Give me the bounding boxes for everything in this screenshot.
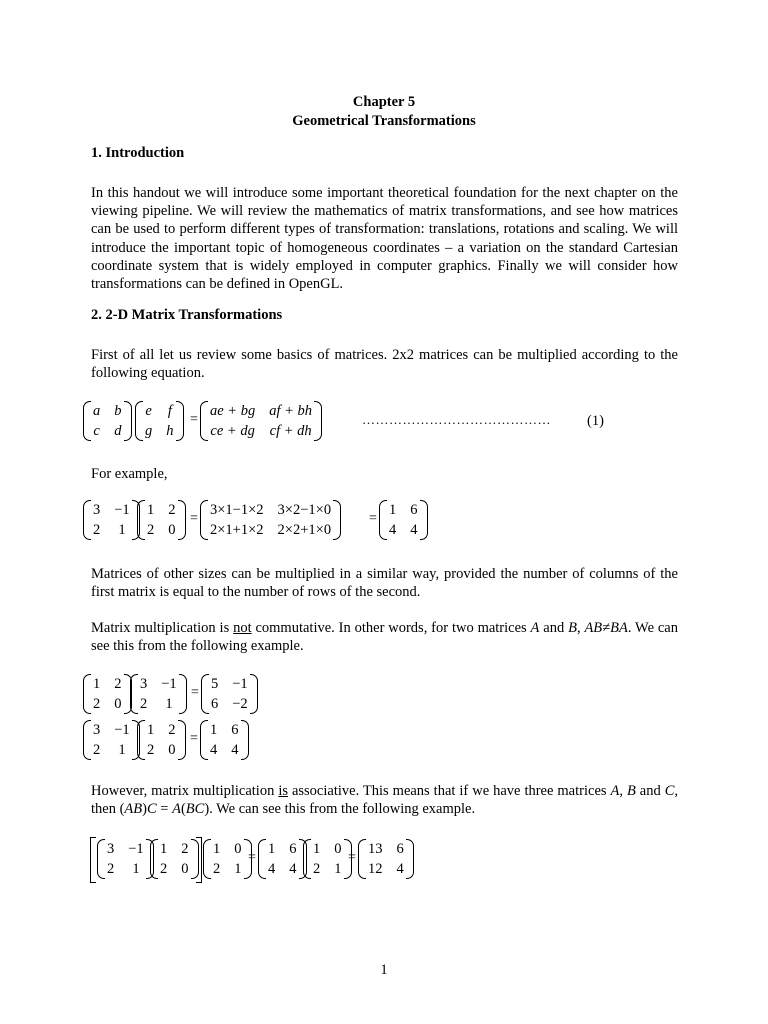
eq3-r-22: −2 (232, 696, 248, 712)
eq3-m2-11: 3 (140, 676, 148, 692)
eq5-m5-21: 2 (313, 861, 321, 877)
eq2-matrix-1 (83, 500, 140, 540)
eq5-equals-1: = (248, 850, 256, 865)
eq1-r-11: ae + bg (210, 403, 256, 419)
eq5-m5-22: 1 (334, 861, 342, 877)
eq5-r-22: 4 (396, 861, 404, 877)
eq3-r-21: 6 (211, 696, 219, 712)
eq4-m2-12: 2 (168, 722, 176, 738)
eq2-r-12: 6 (410, 502, 418, 518)
eq1-result (200, 401, 322, 441)
not-underlined: not (233, 620, 252, 636)
eq1-m2-e: e (145, 403, 152, 419)
eq3-m1-22: 0 (114, 696, 122, 712)
eq1-m2-h: h (166, 423, 174, 439)
eq5-m1-22: 1 (132, 861, 140, 877)
eq5-r-12: 6 (396, 841, 404, 857)
matrix-heading: 2. 2-D Matrix Transformations (91, 307, 283, 323)
eq1-matrix-2 (135, 401, 184, 441)
intro-heading: 1. Introduction (91, 145, 185, 161)
eq1-equals: = (190, 412, 198, 427)
eq5-m5-11: 1 (313, 841, 321, 857)
eq2-result (379, 500, 428, 540)
eq1-m2-f: f (167, 403, 172, 419)
is-underlined: is (278, 783, 288, 799)
eq5-m2-12: 2 (181, 841, 189, 857)
eq5-result (358, 839, 414, 879)
eq3-matrix-1 (83, 674, 132, 714)
eq5-r-11: 13 (368, 841, 383, 857)
eq1-m1-a: a (93, 403, 101, 419)
eq2-equals-2: = (369, 511, 377, 526)
eq3-m2-22: 1 (165, 696, 173, 712)
eq2-expanded (200, 500, 341, 540)
eq2-m1-21: 2 (93, 522, 101, 538)
eq5-matrix-1 (97, 839, 154, 879)
eq4-m2-11: 1 (147, 722, 155, 738)
eq2-m1-11: 3 (93, 502, 101, 518)
eq4-m1-22: 1 (118, 742, 126, 758)
eq5-equals-2: = (348, 850, 356, 865)
eq1-m1-c: c (93, 423, 100, 439)
eq5-matrix-2 (150, 839, 199, 879)
eq2-m2-11: 1 (147, 502, 155, 518)
eq3-result (201, 674, 258, 714)
eq3-r-11: 5 (211, 676, 219, 692)
eq5-r-21: 12 (368, 861, 383, 877)
matrix-paragraph: First of all let us review some basics of matrices. 2x2 matrices can be multiplied according to the following equation. (91, 347, 678, 382)
sizes-paragraph: Matrices of other sizes can be multiplied in a similar way, provided the number of columns of the first matrix is equal to the number of rows of the second. (91, 566, 678, 601)
eq1-m1-b: b (114, 403, 122, 419)
page-number: 1 (380, 962, 388, 978)
eq4-m1-11: 3 (93, 722, 101, 738)
eq1-r-22: cf + dh (269, 423, 312, 439)
eq2-m1-12: −1 (114, 502, 130, 518)
eq5-m2-11: 1 (160, 841, 168, 857)
eq3-m2-12: −1 (161, 676, 177, 692)
eq5-m2-21: 2 (160, 861, 168, 877)
eq2-equals-1: = (190, 511, 198, 526)
eq5-m4-11: 1 (268, 841, 276, 857)
eq5-m2-22: 0 (181, 861, 189, 877)
eq5-m4-12: 6 (289, 841, 297, 857)
eq2-m3-22: 2×2+1×0 (277, 522, 332, 538)
eq5-m3-22: 1 (234, 861, 242, 877)
eq4-equals: = (190, 731, 198, 746)
eq1-r-21: ce + dg (210, 423, 255, 439)
eq2-m3-21: 2×1+1×2 (210, 522, 264, 538)
example-label: For example, (91, 466, 168, 482)
eq5-m4-22: 4 (289, 861, 297, 877)
eq4-r-22: 4 (231, 742, 239, 758)
eq2-m3-11: 3×1−1×2 (210, 502, 264, 518)
eq2-matrix-2 (137, 500, 186, 540)
eq5-left-bracket (90, 837, 96, 883)
eq1-m2-g: g (145, 423, 153, 439)
eq4-m2-22: 0 (168, 742, 176, 758)
eq2-m1-22: 1 (118, 522, 126, 538)
eq4-r-11: 1 (210, 722, 218, 738)
eq4-matrix-1 (83, 720, 140, 760)
eq3-r-12: −1 (232, 676, 248, 692)
eq5-m1-11: 3 (107, 841, 115, 857)
eq3-m1-11: 1 (93, 676, 101, 692)
eq4-m2-21: 2 (147, 742, 155, 758)
eq2-r-22: 4 (410, 522, 418, 538)
eq4-r-12: 6 (231, 722, 239, 738)
eq5-m4-21: 4 (268, 861, 276, 877)
eq4-r-21: 4 (210, 742, 218, 758)
eq5-right-bracket (196, 837, 202, 883)
chapter-label: Chapter 5 (352, 94, 416, 110)
eq4-m1-12: −1 (114, 722, 130, 738)
eq2-m2-22: 0 (168, 522, 176, 538)
commute-paragraph: Matrix multiplication is not commutative. In other words, for two matrices A and B, AB≠BA. We can see this from the following example. (91, 620, 678, 655)
eq2-m2-21: 2 (147, 522, 155, 538)
eq5-m3-21: 2 (213, 861, 221, 877)
eq5-m1-21: 2 (107, 861, 115, 877)
eq1-matrix-1 (83, 401, 132, 441)
eq5-matrix-4 (258, 839, 307, 879)
eq5-m3-12: 0 (234, 841, 242, 857)
eq3-m1-21: 2 (93, 696, 101, 712)
intro-paragraph: In this handout we will introduce some important theoretical foundation for the next chapter on the viewing pipeline. We will review the mathematics of matrix transformations, and see how matrices can be used to perform different types of transformation: translations, rotations and scaling. We will introduce the important topic of homogeneous coordinates – a variation on the standard Cartesian coordinate system that is widely employed in computer graphics. Finally we will consider how transformations can be defined in OpenGL. (91, 185, 678, 293)
eq1-m1-d: d (114, 423, 122, 439)
eq3-equals: = (191, 685, 199, 700)
eq4-matrix-2 (137, 720, 186, 760)
eq5-m1-12: −1 (128, 841, 144, 857)
eq5-matrix-3 (203, 839, 252, 879)
assoc-paragraph: However, matrix multiplication is associative. This means that if we have three matrices A, B and C, then (AB)C = A(BC). We can see this from the following example. (91, 783, 679, 818)
eq2-m2-12: 2 (168, 502, 176, 518)
eq2-m3-12: 3×2−1×0 (277, 502, 332, 518)
eq4-result (200, 720, 249, 760)
eq5-matrix-5 (303, 839, 352, 879)
eq1-r-12: af + bh (269, 403, 313, 419)
chapter-title: Geometrical Transformations (292, 113, 476, 129)
eq3-matrix-2 (130, 674, 187, 714)
eq1-leader-dots: …………………………………… (362, 412, 551, 427)
eq4-m1-21: 2 (93, 742, 101, 758)
eq2-r-11: 1 (389, 502, 397, 518)
eq5-m3-11: 1 (213, 841, 221, 857)
eq3-m1-12: 2 (114, 676, 122, 692)
eq1-number: (1) (587, 413, 604, 429)
eq5-m5-12: 0 (334, 841, 342, 857)
eq3-m2-21: 2 (140, 696, 148, 712)
eq2-r-21: 4 (389, 522, 397, 538)
